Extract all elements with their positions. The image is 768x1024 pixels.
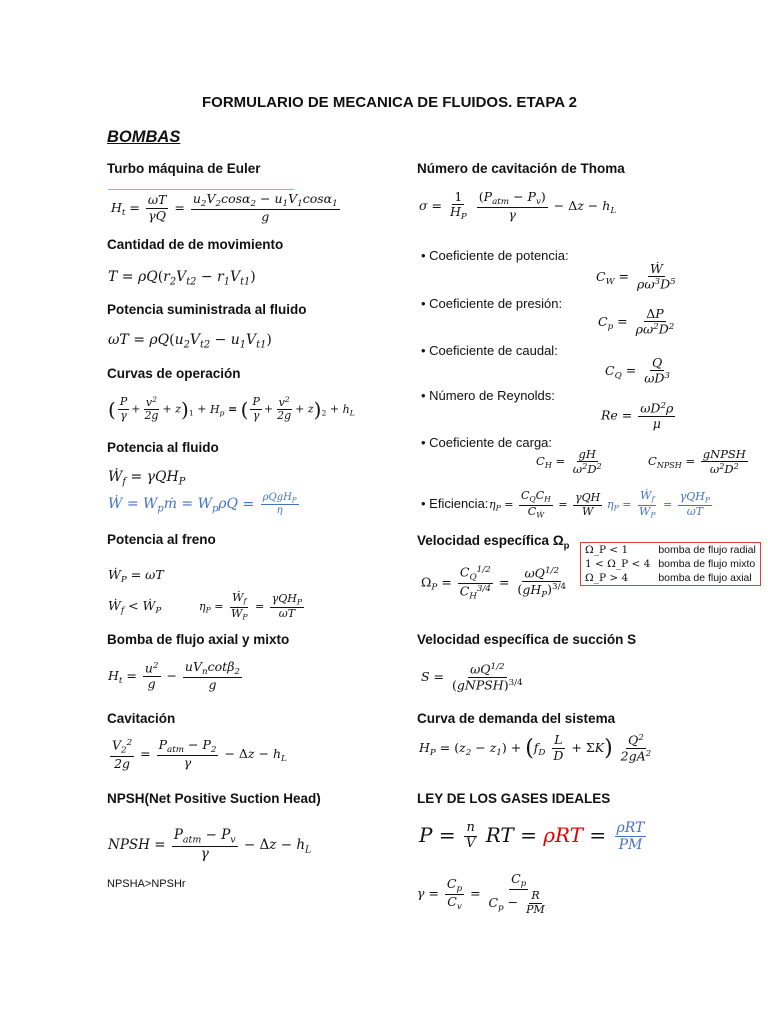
equation-coef-flow: $C_Q$ = $\frac{Q}{\omega D^3}$ xyxy=(605,355,670,386)
heading-fluid-power: Potencia al fluido xyxy=(107,440,219,455)
heading-thoma: Número de cavitación de Thoma xyxy=(417,161,625,176)
coef-flow-label: • Coeficiente de caudal: xyxy=(421,343,558,358)
table-cell-type: bomba de flujo mixto xyxy=(658,558,756,570)
heading-power-supplied: Potencia suministrada al fluido xyxy=(107,302,307,317)
heading-specific-speed: Velocidad específica $\Omega_p$ xyxy=(417,533,570,552)
coef-reynolds-label: • Número de Reynolds: xyxy=(421,388,555,403)
equation-axial-pump: $H_t$ = $\frac{u^2}{g}$ − $\frac{uV_n\cot\beta_2}{g}$ xyxy=(108,659,240,693)
equation-demand-curve: $H_P = (z_2 - z_1) + (f_D$ $\frac{L}{D}$ + ΣK) $\frac{Q^2}{2gA^2}$ xyxy=(419,732,652,764)
equation-coef-npsh: $C_{NPSH}$ = $\frac{\text{gNPSH}}{\omega^2D^2}$ xyxy=(648,447,746,477)
equation-pump-efficiency: $\eta_P$ = $\frac{Ẇ_f}{Ẇ_P}$ = $\frac{\gamma QH_P}{\omega T}$ xyxy=(199,591,303,622)
equation-power-supplied: $\omega T = \rho Q(u_2V_{t2} - u_1V_{t1})$ xyxy=(108,332,272,351)
equation-fluid-power: Ẇ$_f$ = γQH$_P$ xyxy=(108,469,186,488)
heading-demand-curve: Curva de demanda del sistema xyxy=(417,711,616,726)
table-row xyxy=(581,571,761,586)
equation-efficiency-alt: $\eta_P$ = $\frac{Ẇ_f}{Ẇ_P}$ = $\frac{\gamma QH_P}{\omega T}$ xyxy=(607,489,711,520)
section-title: BOMBAS xyxy=(107,128,181,146)
specific-speed-table xyxy=(580,542,761,586)
equation-coef-pressure: $C_p$ = $\frac{\Delta P}{\rho\omega^2D^2}$ xyxy=(598,306,675,337)
equation-specific-speed: $\Omega_P$ = $\frac{C_Q^{1/2}}{C_H^{3/4}}$ = $\frac{\omega Q^{1/2}}{(gH_P)^{3/4}}$ xyxy=(421,564,567,601)
equation-cavitation: $\frac{V_2^2}{2g}$ = $\frac{P_{atm} - P_2}{\gamma}$ − $\Delta z - h_L$ xyxy=(112,737,287,771)
equation-efficiency: $\eta_P$ = $\frac{C_QC_H}{C_Ẇ}$ = $\frac{\text{γQH}}{W}$ xyxy=(489,489,601,520)
table-row xyxy=(581,557,761,571)
heading-suction-speed: Velocidad específica de succión S xyxy=(417,632,637,647)
equation-coef-head: $C_H$ = $\frac{gH}{\omega^2D^2}$ xyxy=(536,447,602,477)
heading-curves: Curvas de operación xyxy=(107,366,241,381)
table-cell-type: bomba de flujo axial xyxy=(658,572,752,584)
page-title: FORMULARIO DE MECANICA DE FLUIDOS. ETAPA 2 xyxy=(202,94,577,111)
equation-euler: $H_t$ = $\frac{\omega T}{\gamma Q}$ = $\frac{u_2V_2\cos\alpha_2 - u_1V_1\cos\alpha_1}{g}$ xyxy=(111,191,338,225)
coef-head-label: • Coeficiente de carga: xyxy=(421,435,553,450)
coef-pressure-label: • Coeficiente de presión: xyxy=(421,296,563,311)
table-row xyxy=(581,543,761,558)
heading-brake-power: Potencia al freno xyxy=(107,532,216,547)
npsh-note: NPSHA>NPSHr xyxy=(107,878,186,890)
table-cell-type: bomba de flujo radial xyxy=(658,544,756,556)
heading-specific-speed-text: Velocidad específica Ω xyxy=(417,533,564,548)
equation-suction-speed: S = $\frac{\omega Q^{1/2}}{(gNPSH)^{3/4}}$ xyxy=(421,661,523,693)
divider xyxy=(108,189,294,190)
heading-axial-pump: Bomba de flujo axial y mixto xyxy=(107,632,290,647)
equation-reynolds: Re = $\frac{\omega D^2\rho}{\mu}$ xyxy=(601,400,674,431)
table-cell-condition: Ω_P < 1 xyxy=(585,544,629,556)
equation-curves: ( $\frac{P}{\gamma}$ + $\frac{v^2}{2g}$ + $z)_1 + H_p$ = ( $\frac{P}{\gamma}$ + $\frac{v^2}{2g}$ + $z)_2 + h_L$ xyxy=(108,395,355,423)
heading-euler: Turbo máquina de Euler xyxy=(107,161,261,176)
equation-gamma: γ = $\frac{C_p}{C_v}$ = $C_p$ $C_p$ − $\frac{R}{PM}$ xyxy=(417,871,545,916)
equation-thoma: σ = $\frac{1}{H_P}$ $\frac{(P_{atm} - P_v)}{\gamma}$ − $\Delta z - h_L$ xyxy=(419,189,617,223)
table-cell-condition: Ω_P > 4 xyxy=(585,572,629,584)
coef-efficiency-label: • Eficiencia: xyxy=(421,496,489,511)
heading-gas-law: LEY DE LOS GASES IDEALES xyxy=(417,791,611,806)
coef-power-label: • Coeficiente de potencia: xyxy=(421,248,569,263)
equation-npsh: NPSH = $\frac{P_{atm} - P_v}{\gamma}$ − $\Delta z - h_L$ xyxy=(108,827,312,863)
equation-fluid-power-alt: Ẇ = $W_pṁ = W_p\rho Q$ = $\frac{\rho QgH_P}{\eta}$ xyxy=(108,492,297,517)
equation-brake-power: Ẇ$_P$ = ωT xyxy=(108,567,164,586)
equation-coef-power: $C_W$ = $\frac{\text{Ẇ}}{\rho\omega^3D^5}$ xyxy=(596,261,676,292)
heading-npsh: NPSH(Net Positive Suction Head) xyxy=(107,791,321,806)
equation-momentum: $T = \rho Q(r_2V_{t2} - r_1V_{t1})$ xyxy=(108,269,256,288)
heading-cavitation: Cavitación xyxy=(107,711,176,726)
table-cell-condition: 1 < Ω_P < 4 xyxy=(585,558,651,570)
equation-gas-law: P = $\frac{n}{V}$ RT = ρRT = $\frac{\text{ρRT}}{PM}$ xyxy=(419,820,645,854)
heading-momentum: Cantidad de de movimiento xyxy=(107,237,284,252)
equation-brake-inequality: Ẇ$_f$ < Ẇ$_P$ xyxy=(108,598,162,617)
